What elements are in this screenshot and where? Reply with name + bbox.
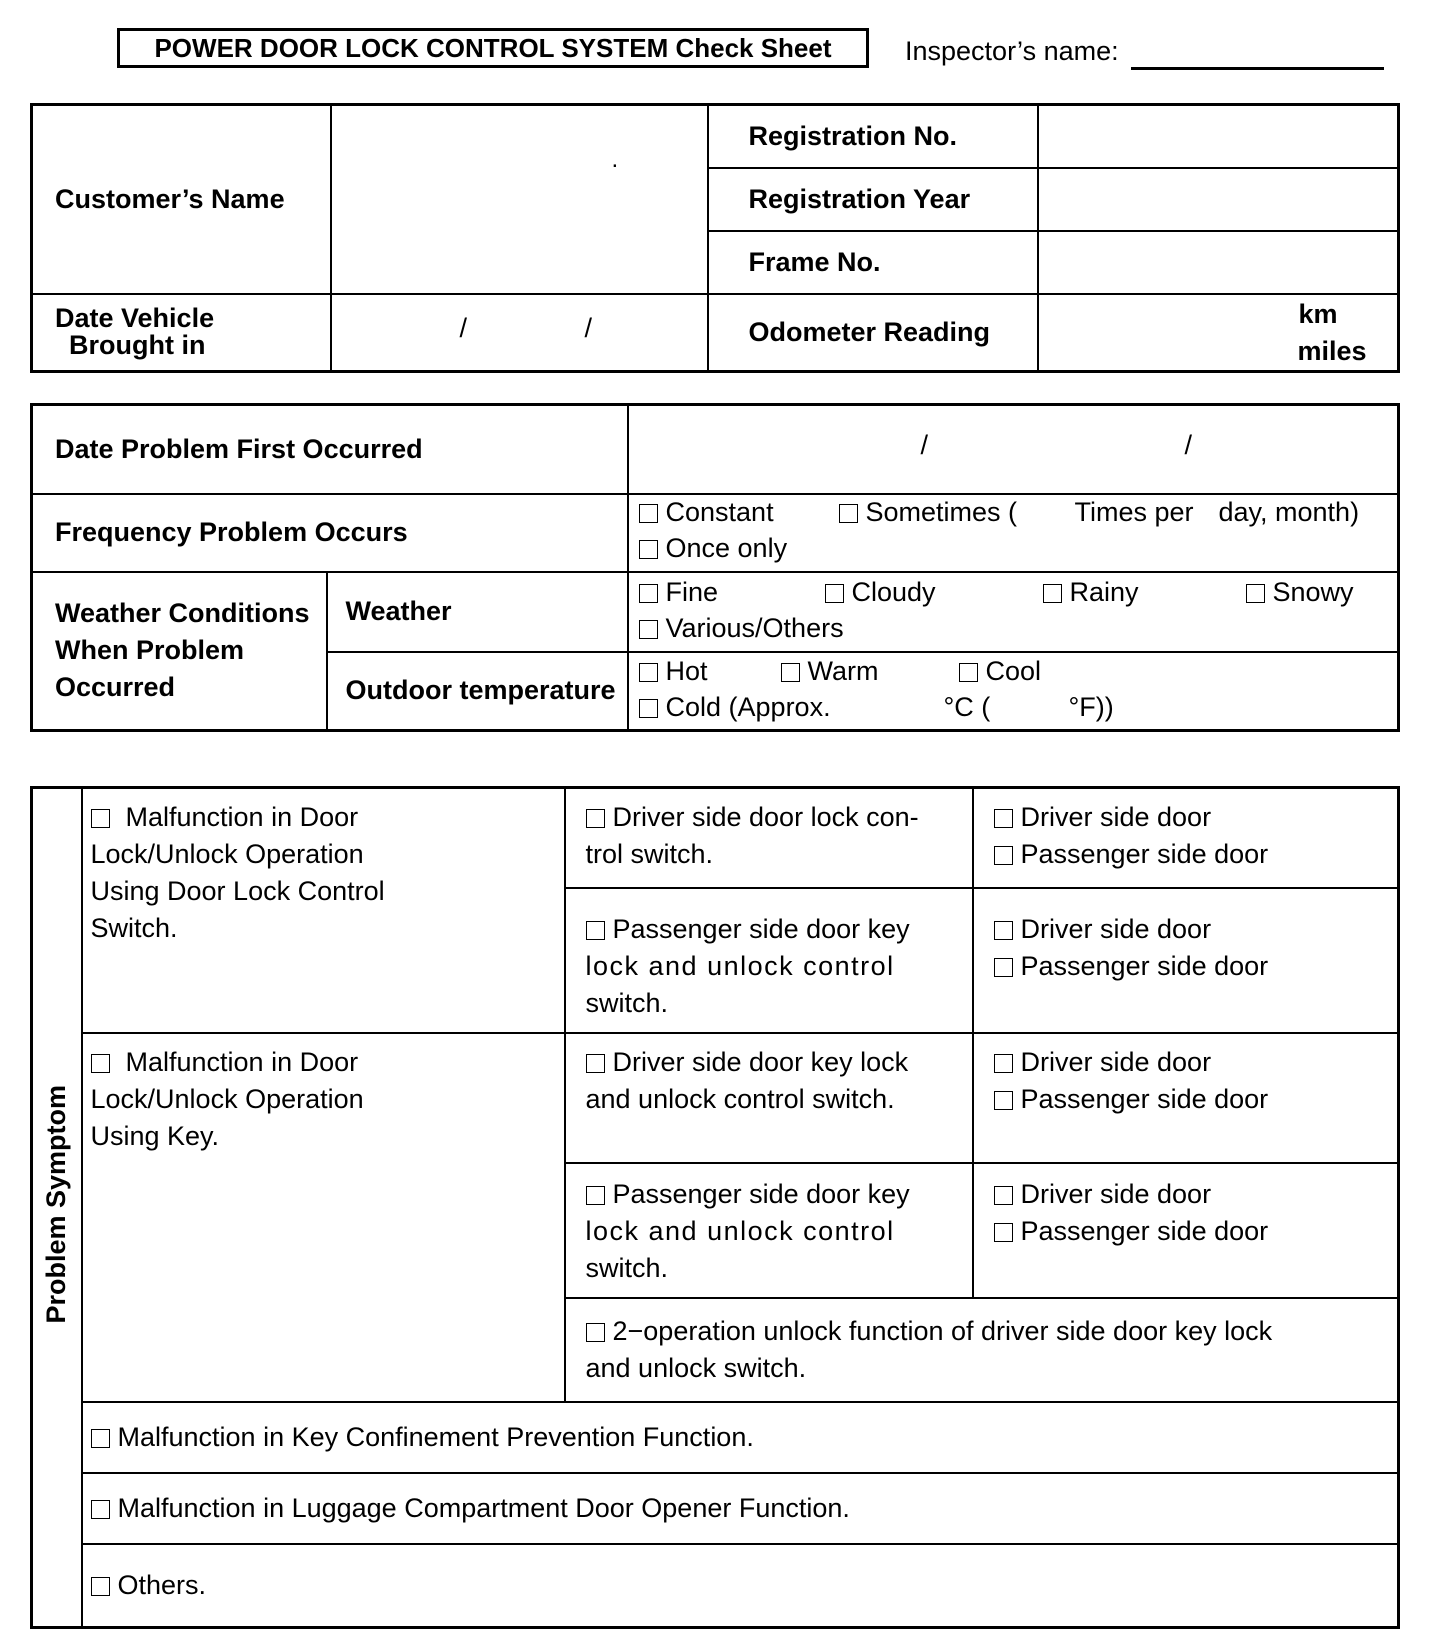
date-brought-in-label-line2: Brought in (69, 330, 206, 361)
doors-1-driver-text: Driver side door (1020, 802, 1212, 832)
doors-1-driver-option[interactable] (994, 799, 1398, 836)
date-first-slash-1: / (920, 430, 929, 460)
problem-symptom-label-cell (32, 788, 82, 1628)
weather-conditions-label (32, 572, 327, 731)
customer-name-mark: . (611, 146, 619, 173)
doors-1-driver-checkbox[interactable] (994, 809, 1013, 828)
date-first-occurred-field[interactable] (628, 405, 1399, 494)
two-operation-line1[interactable] (586, 1313, 1398, 1350)
driver-key-switch-text1: Driver side door key lock (612, 1046, 909, 1077)
key-malfunction-line1[interactable] (91, 1044, 564, 1081)
temp-warm-option[interactable] (781, 656, 879, 687)
doors-1-passenger-checkbox[interactable] (994, 846, 1013, 865)
problem-symptom-label: Problem Symptom (41, 1084, 72, 1324)
sheet-title: POWER DOOR LOCK CONTROL SYSTEM Check Sheet (117, 28, 869, 68)
temp-fahrenheit-text: °F)) (1068, 691, 1114, 722)
weather-fine-option[interactable] (639, 577, 719, 608)
doors-2-driver-option[interactable] (994, 911, 1398, 948)
weather-snowy-checkbox[interactable] (1246, 584, 1265, 603)
weather-conditions-label-line1: Weather Conditions (55, 598, 310, 629)
others-text: Others. (117, 1569, 207, 1600)
date-brought-in-label (32, 294, 331, 372)
weather-conditions-label-line3: Occurred (55, 672, 176, 703)
switch-malfunction-cell (82, 788, 565, 1033)
freq-day-month-text: day, month) (1218, 496, 1360, 527)
registration-no-label: Registration No. (708, 105, 1038, 168)
doors-1-passenger-text: Passenger side door (1020, 839, 1269, 869)
key-malfunction-text1: Malfunction in Door (125, 1046, 359, 1077)
vehicle-info-table (30, 103, 1400, 373)
customer-name-field[interactable] (331, 105, 708, 294)
doors-cell-4 (973, 1163, 1399, 1298)
frame-no-label: Frame No. (708, 231, 1038, 294)
weather-cloudy-checkbox[interactable] (825, 584, 844, 603)
doors-2-driver-checkbox[interactable] (994, 921, 1013, 940)
passenger-key-switch-cell-2 (565, 1163, 973, 1298)
weather-fine-text: Fine (665, 576, 719, 607)
driver-switch-line2: trol switch. (585, 839, 714, 869)
switch-malfunction-line4: Switch. (90, 913, 178, 943)
problem-conditions-table (30, 403, 1400, 732)
weather-various-option[interactable] (639, 613, 844, 644)
outdoor-temperature-label: Outdoor temperature (327, 652, 628, 731)
doors-3-driver-checkbox[interactable] (994, 1054, 1013, 1073)
inspector-name-field[interactable] (1131, 67, 1384, 70)
key-confinement-cell (82, 1402, 1399, 1473)
doors-4-driver-option[interactable] (994, 1176, 1398, 1213)
passenger-key-switch-2-line3: switch. (585, 1252, 669, 1283)
doors-4-driver-checkbox[interactable] (994, 1186, 1013, 1205)
freq-once-text: Once only (665, 532, 788, 563)
doors-3-driver-option[interactable] (994, 1044, 1398, 1081)
key-confinement-text: Malfunction in Key Confinement Prevention Function. (117, 1421, 754, 1452)
frequency-label: Frequency Problem Occurs (32, 494, 628, 572)
doors-3-passenger-checkbox[interactable] (994, 1091, 1013, 1110)
frequency-options (628, 494, 1399, 572)
doors-4-passenger-text: Passenger side door (1020, 1215, 1269, 1246)
doors-2-passenger-text: Passenger side door (1020, 950, 1269, 981)
weather-various-checkbox[interactable] (639, 620, 658, 639)
passenger-key-switch-cell-1 (565, 888, 973, 1033)
doors-2-passenger-option[interactable] (994, 948, 1398, 985)
doors-3-passenger-option[interactable] (994, 1081, 1398, 1118)
temp-hot-option[interactable] (639, 656, 708, 687)
freq-sometimes-checkbox[interactable] (839, 504, 858, 523)
odometer-unit-km: km (1298, 298, 1338, 329)
two-operation-checkbox[interactable] (586, 1323, 605, 1342)
key-confinement-option[interactable] (91, 1419, 1398, 1456)
luggage-opener-checkbox[interactable] (91, 1500, 110, 1519)
temp-hot-checkbox[interactable] (639, 663, 658, 682)
freq-sometimes-option[interactable] (839, 497, 1018, 528)
luggage-opener-cell (82, 1473, 1399, 1544)
key-malfunction-line3: Using Key. (90, 1120, 220, 1151)
doors-2-driver-text: Driver side door (1020, 913, 1212, 944)
switch-malfunction-line1[interactable] (91, 799, 564, 836)
weather-rainy-option[interactable] (1043, 577, 1139, 608)
key-malfunction-line2: Lock/Unlock Operation (90, 1083, 364, 1114)
customer-name-label: Customer’s Name (32, 105, 331, 294)
passenger-key-switch-2-checkbox[interactable] (586, 1186, 605, 1205)
registration-no-field[interactable] (1038, 105, 1399, 168)
switch-malfunction-checkbox[interactable] (91, 809, 110, 828)
driver-switch-text1: Driver side door lock con- (612, 802, 919, 832)
others-checkbox[interactable] (91, 1577, 110, 1596)
date-brought-in-label-line1: Date Vehicle (55, 303, 215, 334)
weather-cloudy-option[interactable] (825, 577, 936, 608)
odometer-label: Odometer Reading (708, 294, 1038, 372)
freq-constant-checkbox[interactable] (639, 504, 658, 523)
switch-malfunction-line3: Using Door Lock Control (90, 876, 385, 906)
driver-switch-cell (565, 788, 973, 888)
temp-cold-option[interactable] (639, 692, 831, 723)
inspector-name-label: Inspector’s name: (905, 36, 1119, 66)
two-operation-line2: and unlock switch. (585, 1352, 807, 1383)
driver-switch-checkbox[interactable] (586, 809, 605, 828)
passenger-key-switch-2-text1: Passenger side door key (612, 1178, 910, 1209)
driver-key-switch-cell (565, 1033, 973, 1163)
freq-once-option[interactable] (639, 533, 788, 564)
date-first-occurred-label: Date Problem First Occurred (32, 405, 628, 494)
frame-no-field[interactable] (1038, 231, 1399, 294)
passenger-key-switch-1-line3: switch. (585, 987, 669, 1018)
key-malfunction-cell (82, 1033, 565, 1402)
weather-snowy-option[interactable] (1246, 577, 1354, 608)
date-brought-in-field[interactable] (331, 294, 708, 372)
passenger-key-switch-1-line2: lock and unlock control (585, 950, 895, 981)
passenger-key-switch-1-line1[interactable] (586, 911, 972, 948)
weather-rainy-checkbox[interactable] (1043, 584, 1062, 603)
freq-constant-text: Constant (665, 496, 774, 527)
temp-cool-option[interactable] (959, 656, 1042, 687)
weather-fine-checkbox[interactable] (639, 584, 658, 603)
luggage-opener-text: Malfunction in Luggage Compartment Door Opener Function. (117, 1492, 850, 1523)
odometer-field[interactable] (1038, 294, 1399, 372)
registration-year-label: Registration Year (708, 168, 1038, 231)
date-slash-2: / (584, 312, 593, 343)
passenger-key-switch-1-checkbox[interactable] (586, 921, 605, 940)
freq-once-checkbox[interactable] (639, 540, 658, 559)
doors-3-driver-text: Driver side door (1020, 1046, 1212, 1077)
weather-snowy-text: Snowy (1272, 576, 1354, 607)
temp-celsius-text: °C ( (943, 691, 991, 722)
weather-conditions-label-line2: When Problem (55, 635, 245, 666)
freq-times-per-text: Times per (1074, 496, 1194, 527)
doors-cell-3 (973, 1033, 1399, 1163)
odometer-unit-miles: miles (1297, 335, 1367, 366)
weather-cloudy-text: Cloudy (851, 576, 936, 607)
luggage-opener-option[interactable] (91, 1490, 1398, 1527)
freq-constant-option[interactable] (639, 497, 774, 528)
doors-3-passenger-text: Passenger side door (1020, 1083, 1269, 1114)
weather-various-text: Various/Others (665, 612, 844, 643)
passenger-key-switch-2-line1[interactable] (586, 1176, 972, 1213)
driver-switch-line1[interactable] (586, 799, 972, 836)
driver-key-switch-line1[interactable] (586, 1044, 972, 1081)
temperature-options (628, 652, 1399, 731)
freq-sometimes-text: Sometimes ( (865, 496, 1018, 527)
temp-cold-text: Cold (Approx. (665, 691, 831, 722)
doors-cell-2 (973, 888, 1399, 1033)
temp-cold-checkbox[interactable] (639, 699, 658, 718)
temp-warm-text: Warm (807, 655, 879, 686)
doors-4-driver-text: Driver side door (1020, 1178, 1212, 1209)
problem-symptom-table (30, 786, 1400, 1629)
temp-hot-text: Hot (665, 655, 708, 686)
temp-warm-checkbox[interactable] (781, 663, 800, 682)
weather-options (628, 572, 1399, 652)
date-first-slash-2: / (1184, 430, 1193, 460)
passenger-key-switch-1-text1: Passenger side door key (612, 913, 910, 944)
temp-cool-checkbox[interactable] (959, 663, 978, 682)
switch-malfunction-text1: Malfunction in Door (125, 802, 359, 832)
others-option[interactable] (91, 1567, 1398, 1604)
switch-malfunction-line2: Lock/Unlock Operation (90, 839, 364, 869)
others-cell (82, 1544, 1399, 1628)
key-malfunction-checkbox[interactable] (91, 1054, 110, 1073)
two-operation-text1: 2−operation unlock function of driver side door key lock (612, 1315, 1273, 1346)
temp-cool-text: Cool (985, 655, 1042, 686)
registration-year-field[interactable] (1038, 168, 1399, 231)
weather-rainy-text: Rainy (1069, 576, 1139, 607)
doors-4-passenger-option[interactable] (994, 1213, 1398, 1250)
driver-key-switch-line2: and unlock control switch. (585, 1083, 895, 1114)
doors-cell-1 (973, 788, 1399, 888)
passenger-key-switch-2-line2: lock and unlock control (585, 1215, 895, 1246)
driver-key-switch-checkbox[interactable] (586, 1054, 605, 1073)
weather-label: Weather (327, 572, 628, 652)
doors-1-passenger-option[interactable] (994, 836, 1398, 873)
two-operation-cell (565, 1298, 1399, 1402)
key-confinement-checkbox[interactable] (91, 1429, 110, 1448)
date-slash-1: / (459, 312, 468, 343)
doors-4-passenger-checkbox[interactable] (994, 1223, 1013, 1242)
doors-2-passenger-checkbox[interactable] (994, 958, 1013, 977)
